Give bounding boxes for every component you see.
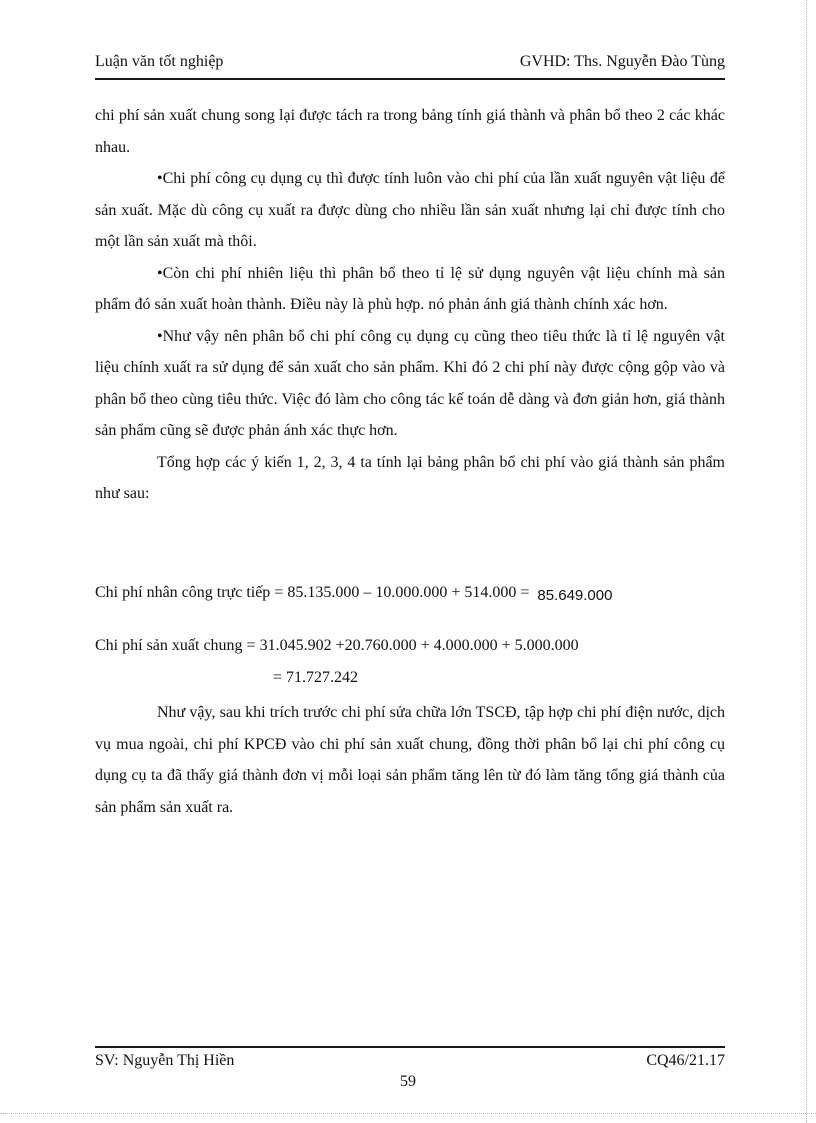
footer-class-code: CQ46/21.17 <box>646 1052 725 1069</box>
equation-labor-cost <box>95 584 612 602</box>
equation-overhead-cost: Chi phí sản xuất chung = 31.045.902 +20.760.000 + 4.000.000 + 5.000.000 <box>95 637 579 654</box>
page-number: 59 <box>400 1073 416 1090</box>
body-text <box>95 100 725 510</box>
overhead-cost-result: = 71.727.242 <box>273 669 359 686</box>
paragraph-allocation: •Như vậy nên phân bổ chi phí công cụ dụng cụ cũng theo tiêu thức là tỉ lệ nguyên vật liệu chính xuất ra sử dụng để sản xuất cho sản phẩm. Khi đó 2 chi phí này được cộng gộp vào và phân bổ theo cùng tiêu thức. Việc đó làm cho công tác kế toán dễ dàng và đơn giản hơn, giá thành sản phẩm cũng sẽ được phản ánh xác thực hơn. <box>95 327 725 439</box>
page-edge-bottom <box>0 1113 816 1114</box>
page-header <box>95 50 725 80</box>
labor-cost-result: 85.649.000 <box>537 587 613 604</box>
paragraph-continuation: chi phí sản xuất chung song lại được tách ra trong bảng tính giá thành và phân bổ theo 2 các khác nhau. <box>95 107 725 156</box>
page-footer <box>95 1046 725 1069</box>
paragraph-summary-intro: Tổng hợp các ý kiến 1, 2, 3, 4 ta tính lại bảng phân bổ chi phí vào giá thành sản phẩm như sau: <box>95 453 725 502</box>
conclusion-text <box>95 697 725 823</box>
paragraph-fuel-cost: •Còn chi phí nhiên liệu thì phân bổ theo tỉ lệ sử dụng nguyên vật liệu chính mà sản phẩm đó sản xuất hoàn thành. Điều này là phù hợp. nó phản ánh giá thành chính xác hơn. <box>95 264 725 313</box>
page-edge-right <box>806 0 807 1123</box>
footer-student: SV: Nguyễn Thị Hiền <box>95 1052 235 1069</box>
paragraph-tools-cost: •Chi phí công cụ dụng cụ thì được tính luôn vào chi phí của lần xuất nguyên vật liệu để sản xuất. Mặc dù công cụ xuất ra được dùng cho nhiều lần sản xuất nhưng lại chỉ được tính cho một lần sản xuất mà thôi. <box>95 170 725 250</box>
header-advisor: GVHD: Ths. Nguyễn Đào Tùng <box>519 53 725 70</box>
labor-cost-expression: Chi phí nhân công trực tiếp = 85.135.000 – 10.000.000 + 514.000 = <box>95 584 530 601</box>
paragraph-conclusion: Như vậy, sau khi trích trước chi phí sửa chữa lớn TSCĐ, tập hợp chi phí điện nước, dịch vụ mua ngoài, chi phí KPCĐ vào chi phí sản xuất chung, đồng thời phân bổ lại chi phí công cụ dụng cụ ta đã thấy giá thành đơn vị mỗi loại sản phẩm tăng lên từ đó làm tăng tổng giá thành của sản phẩm sản xuất ra. <box>95 704 725 816</box>
header-title: Luận văn tốt nghiệp <box>95 53 224 70</box>
